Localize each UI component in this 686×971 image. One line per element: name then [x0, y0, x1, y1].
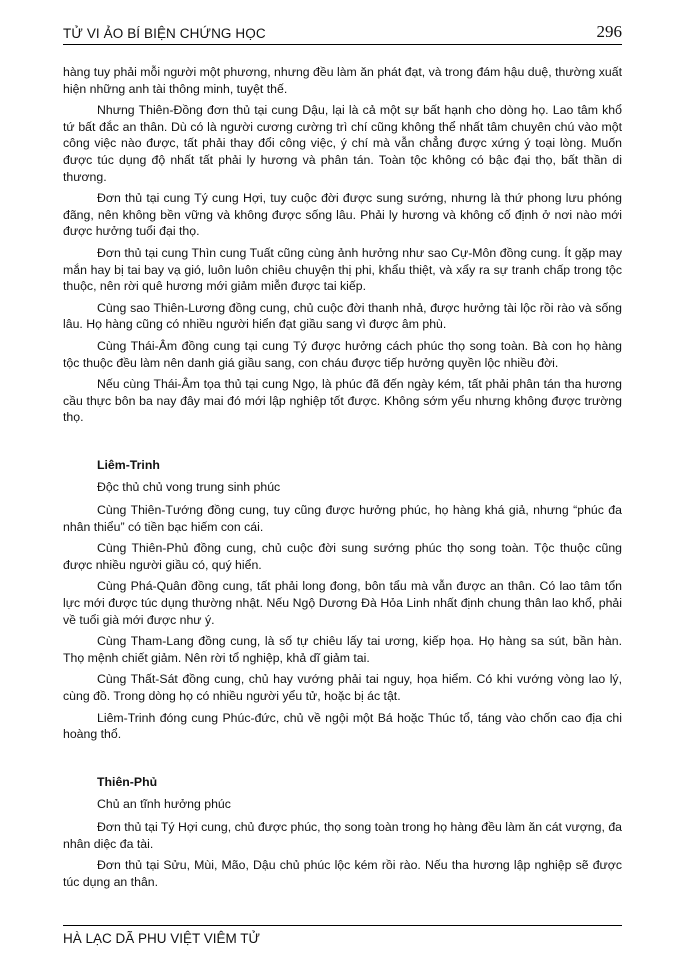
- paragraph: Cùng Phá-Quân đồng cung, tất phải long đong, bôn tẩu mà vẫn được an thân. Có lao tâm tổn lực mới được túc dụng thường nhật. Nếu Ngộ Dương Đà Hỏa Linh nhất định chung thân lao khổ, phải về tuổi già mới được như ý.: [63, 579, 622, 627]
- page-number: 296: [596, 22, 622, 41]
- paragraph: Cùng Thái-Âm đồng cung tại cung Tý được hưởng cách phúc thọ song toàn. Bà con họ hàng tộc thuộc đều làm nên danh giá giầu sang, con cháu được tiếp hưởng quyền lộc nhiều đời.: [63, 338, 622, 370]
- section-subtitle: Chủ an tĩnh hưởng phúc: [97, 797, 231, 812]
- paragraph: Đơn thủ tại cung Thìn cung Tuất cũng cùng ảnh hưởng như sao Cự-Môn đồng cung. Ít gặp may mắn hay bị tai bay vạ gió, luôn luôn chiêu chuyện thị phi, khẩu thiệt, và xẩy ra sự tranh chấp trong tộc thuộc, nên rời quê hương mới giảm miễn được tai kiếp.: [63, 245, 622, 294]
- paragraph: Cùng Tham-Lang đồng cung, là số tự chiêu lấy tai ương, kiếp họa. Họ hàng sa sút, bần hàn. Thọ mệnh chiết giảm. Nên rời tổ nghiệp, khả dĩ giảm tai.: [63, 634, 622, 665]
- page-body: [63, 64, 622, 895]
- paragraph: Liêm-Trinh đóng cung Phúc-đức, chủ về ngội một Bá hoặc Thúc tổ, táng vào chốn cao địa chi hoàng thổ.: [63, 710, 622, 742]
- paragraph: Cùng sao Thiên-Lương đồng cung, chủ cuộc đời thanh nhả, được hưởng tài lộc rồi rào và sống lâu. Họ hàng cũng có nhiều người hiển đạt giầu sang vì được âm phù.: [63, 300, 622, 332]
- section-heading-liem-trinh: Liêm-Trinh: [97, 457, 160, 472]
- paragraph: Đơn thủ tại Sửu, Mùi, Mão, Dậu chủ phúc lộc kém rồi rào. Nếu tha hương lập nghiệp sẽ được túc dụng an thân.: [63, 858, 622, 889]
- page-footer: HÀ LẠC DÃ PHU VIỆT VIÊM TỬ: [63, 925, 622, 946]
- section-heading-thien-phu: Thiên-Phủ: [97, 774, 158, 789]
- paragraph: Cùng Thiên-Phủ đồng cung, chủ cuộc đời sung sướng phúc thọ song toàn. Tộc thuộc cũng được nhiều người giầu có, quý hiển.: [63, 541, 622, 572]
- book-title: TỬ VI ẢO BÍ BIỆN CHỨNG HỌC: [63, 26, 266, 41]
- paragraph: Cùng Thất-Sát đồng cung, chủ hay vướng phải tai nguy, họa hiểm. Có khi vướng vòng lao lý, cùng đồ. Trong dòng họ có nhiều người yểu tử, hoặc bị ác tật.: [63, 672, 622, 703]
- paragraph: Nếu cùng Thái-Âm tọa thủ tại cung Ngọ, là phúc đã đến ngày kém, tất phải phân tán tha hương cầu thực bôn ba nay đây mai đó mới lập nghiệp tốt được. Không sớm yểu nhưng không được trường thọ.: [63, 377, 622, 425]
- section-subtitle: Độc thủ chủ vong trung sinh phúc: [97, 480, 281, 495]
- paragraph: Đơn thủ tại Tý Hợi cung, chủ được phúc, thọ song toàn trong họ hàng đều làm ăn cát vượng, đa nhân diệc đa tài.: [63, 819, 622, 851]
- paragraph: Nhưng Thiên-Đồng đơn thủ tại cung Dậu, lại là cả một sự bất hạnh cho dòng họ. Lao tâm khổ tứ bất đắc an thân. Dù có là người cương cường trì chí cũng không thể nhất tâm chuyên chú vào một công việc nào được, tất phải thay đổi công việc, ý chí mà vẫn chẳng được xứng ý toại lòng. Muốn được túc dụng độ nhất tất phải ly hương và phân tán. Toàn tộc không có bậc đại thọ, bất thần di thương.: [63, 103, 622, 184]
- page-header: [63, 22, 622, 45]
- paragraph: hàng tuy phải mỗi người một phương, nhưng đều làm ăn phát đạt, và trong đám hậu duệ, thường xuất hiện những anh tài thông minh, tuyệt thế.: [63, 65, 622, 96]
- paragraph: Đơn thủ tại cung Tý cung Hợi, tuy cuộc đời được sung sướng, nhưng là thứ phong lưu phóng đãng, nên không bền vững và không được sống lâu. Phải ly hương và không cố định ở nơi nào mới được hưởng tuổi đại thọ.: [63, 191, 622, 239]
- paragraph: Cùng Thiên-Tướng đồng cung, tuy cũng được hưởng phúc, họ hàng khá giả, nhưng “phúc đa nhân thiểu” có tiền bạc hiếm con cái.: [63, 503, 622, 534]
